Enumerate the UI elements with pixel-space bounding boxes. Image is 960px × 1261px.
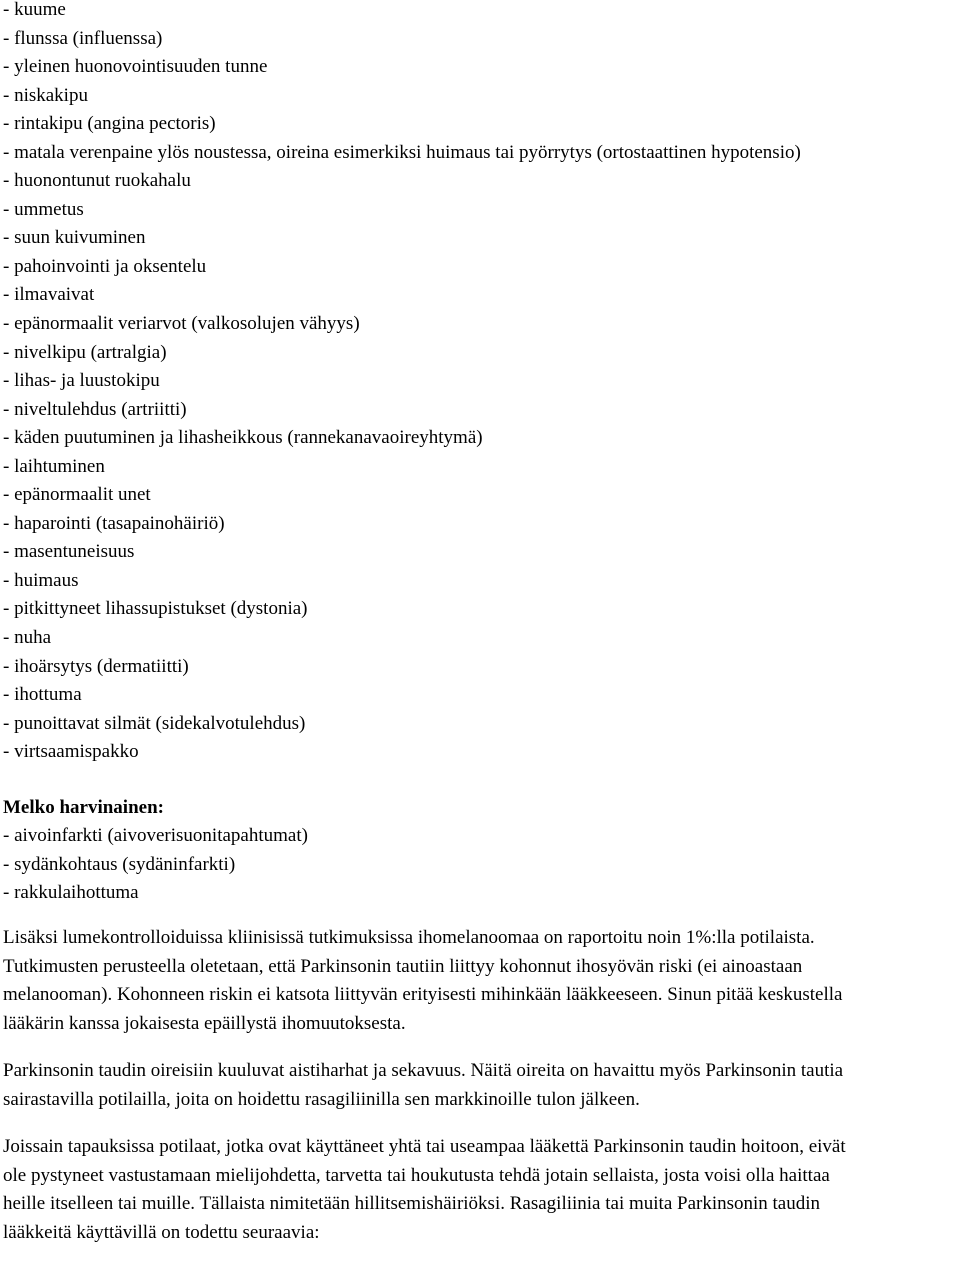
paragraph-line: melanooman). Kohonneen riskin ei katsota liittyvän erityisesti mihinkään lääkkeeseen. Sinun pitää keskustella <box>3 984 843 1006</box>
paragraph-impulse-control <box>3 1133 958 1247</box>
list-item: - matala verenpaine ylös noustessa, oireina esimerkiksi huimaus tai pyörrytys (ortostaattinen hypotensio) <box>3 141 801 163</box>
list-item: - nivelkipu (artralgia) <box>3 341 167 363</box>
paragraph-line: Tutkimusten perusteella oletetaan, että Parkinsonin tautiin liittyy kohonnut ihosyövän riski (ei ainoastaan <box>3 955 803 977</box>
list-item: - virtsaamispakko <box>3 741 139 763</box>
paragraph-hallucinations <box>3 1057 958 1114</box>
list-item: - yleinen huonovointisuuden tunne <box>3 56 268 78</box>
list-item: - sydänkohtaus (sydäninfarkti) <box>3 853 236 875</box>
list-item: - ihottuma <box>3 684 82 706</box>
list-item: - rakkulaihottuma <box>3 882 139 904</box>
list-item: - ummetus <box>3 198 84 220</box>
list-item: - aivoinfarkti (aivoverisuonitapahtumat) <box>3 825 308 847</box>
paragraph-line: lääkkeitä käyttävillä on todettu seuraavia: <box>3 1221 320 1243</box>
paragraph-line: lääkärin kanssa jokaisesta epäillystä ihomuutoksesta. <box>3 1012 406 1034</box>
list-item: - ihoärsytys (dermatiitti) <box>3 655 189 677</box>
list-item: - masentuneisuus <box>3 541 135 563</box>
list-item: - rintakipu (angina pectoris) <box>3 113 216 135</box>
paragraph-line: ole pystyneet vastustamaan mielijohdetta, tarvetta tai houkutusta tehdä jotain sellaista, josta voisi olla haittaa <box>3 1164 830 1186</box>
list-item: - kuume <box>3 0 66 20</box>
uncommon-heading: Melko harvinainen: <box>3 796 164 818</box>
list-item: - niskakipu <box>3 84 88 106</box>
list-item: - epänormaalit unet <box>3 484 151 506</box>
paragraph-line: Parkinsonin taudin oireisiin kuuluvat aistiharhat ja sekavuus. Näitä oireita on havaittu myös Parkinsonin tautia <box>3 1060 844 1082</box>
list-item: - flunssa (influenssa) <box>3 27 163 49</box>
list-item: - huonontunut ruokahalu <box>3 170 191 192</box>
list-item: - niveltulehdus (artriitti) <box>3 398 187 420</box>
document-page <box>3 0 958 1247</box>
paragraph-line: heille itselleen tai muille. Tällaista nimitetään hillitsemishäiriöksi. Rasagiliinia tai muita Parkinsonin taudin <box>3 1193 821 1215</box>
paragraph-line: Lisäksi lumekontrolloiduissa kliinisissä tutkimuksissa ihomelanoomaa on raportoitu noin 1%:lla potilaista. <box>3 926 815 948</box>
list-item: - ilmavaivat <box>3 284 95 306</box>
list-item: - punoittavat silmät (sidekalvotulehdus) <box>3 712 306 734</box>
list-item: - lihas- ja luustokipu <box>3 370 160 392</box>
side-effect-list-uncommon <box>3 826 958 912</box>
list-item: - nuha <box>3 627 52 649</box>
list-item: - pitkittyneet lihassupistukset (dystonia) <box>3 598 308 620</box>
paragraph-line: Joissain tapauksissa potilaat, jotka ovat käyttäneet yhtä tai useampaa lääkettä Parkinsonin taudin hoitoon, eivät <box>3 1136 846 1158</box>
list-item: - suun kuivuminen <box>3 227 146 249</box>
list-item: - huimaus <box>3 569 79 591</box>
side-effect-list-common <box>3 0 958 771</box>
paragraph-line: sairastavilla potilailla, joita on hoidettu rasagiliinilla sen markkinoille tulon jälkeen. <box>3 1088 640 1110</box>
list-item: - haparointi (tasapainohäiriö) <box>3 512 225 534</box>
list-item: - käden puutuminen ja lihasheikkous (rannekanavaoireyhtymä) <box>3 427 483 449</box>
list-item: - epänormaalit veriarvot (valkosolujen vähyys) <box>3 313 360 335</box>
paragraph-melanoma <box>3 924 958 1038</box>
list-item: - pahoinvointi ja oksentelu <box>3 255 207 277</box>
list-item: - laihtuminen <box>3 455 105 477</box>
